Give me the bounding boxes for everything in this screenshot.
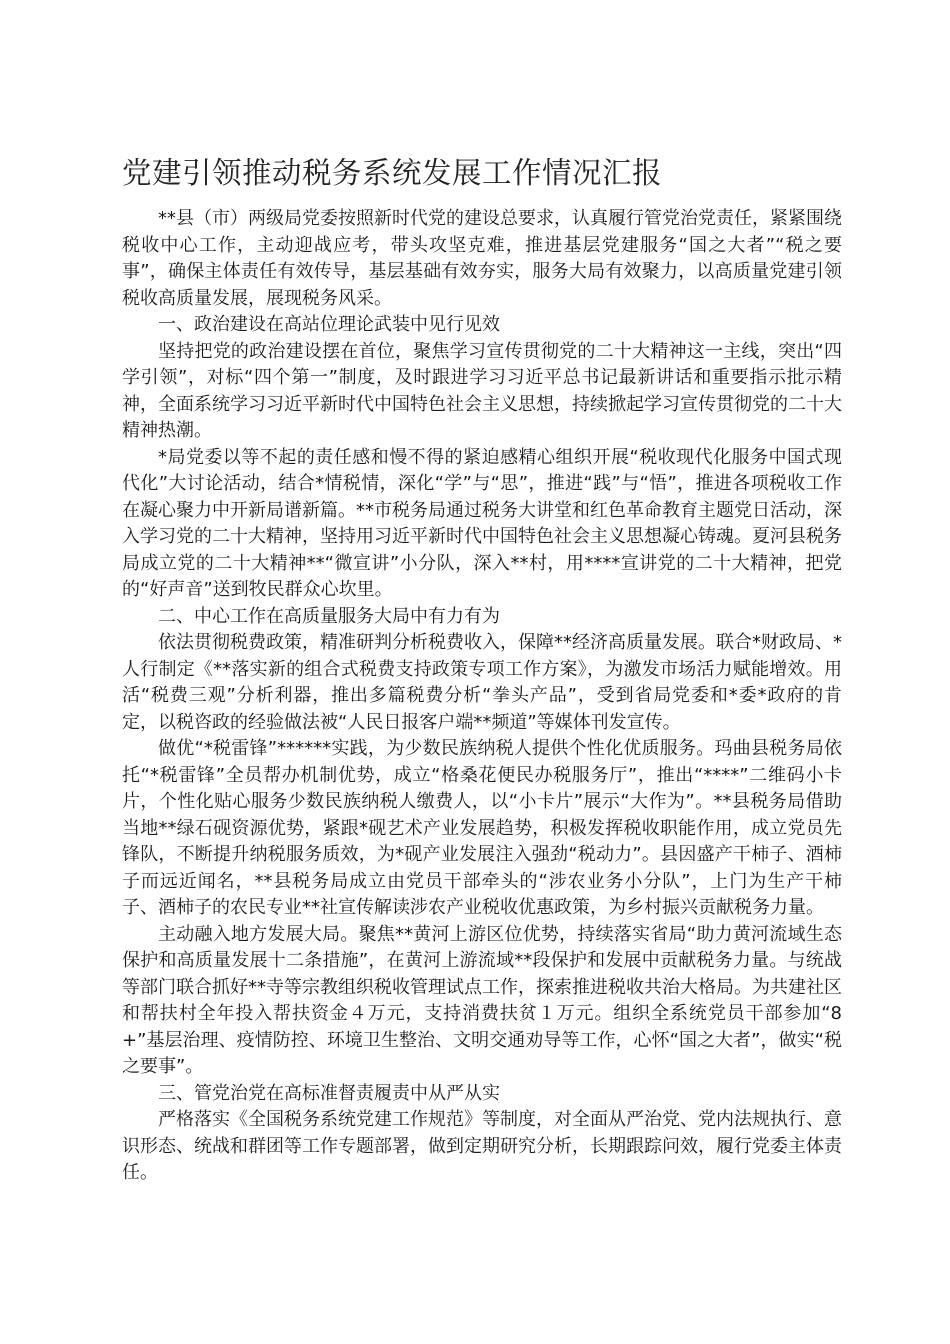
section-heading-1: 一、政治建设在高站位理论武装中见行见效: [158, 314, 500, 335]
section-2-paragraph-3: 主动融入地方发展大局。聚焦**黄河上游区位优势，持续落实省局“助力黄河流域生态保护和高质量发展十二条措施”，在黄河上游流域**段保护和发展中贡献税务力量。与统战等部门联合抓好**寺等宗教组织税收管理试点工作，探索推进税收共治大格局。为共建社区和帮扶村全年投入帮扶资金４万元，支持消费扶贫１万元。组织全系统党员干部参加“8+”基层治理、疫情防控、环境卫生整治、文明交通劝导等工作，心怀“国之大者”，做实“税之要事”。: [122, 923, 842, 1077]
section-3-paragraph-1: 严格落实《全国税务系统党建工作规范》等制度，对全面从严治党、党内法规执行、意识形态、统战和群团等工作专题部署，做到定期研究分析，长期跟踪问效，履行党委主体责任。: [122, 1109, 842, 1183]
document-title: 党建引领推动税务系统发展工作情况汇报: [122, 156, 663, 190]
section-1-paragraph-1: 坚持把党的政治建设摆在首位，聚焦学习宣传贯彻党的二十大精神这一主线，突出“四学引领”，对标“四个第一”制度，及时跟进学习习近平总书记最新讲话和重要指示批示精神，全面系统学习习近平新时代中国特色社会主义思想，持续掀起学习宣传贯彻党的二十大精神热潮。: [122, 340, 842, 441]
section-heading-3: 三、管党治党在高标准督责履责中从严从实: [158, 1082, 500, 1104]
section-2-paragraph-2: 做优“*税雷锋”******实践，为少数民族纳税人提供个性化优质服务。玛曲县税务局依托“*税雷锋”全员帮办机制优势，成立“格桑花便民办税服务厅”，推出“****”二维码小卡片，个性化贴心服务少数民族纳税人缴费人，以“小卡片”展示“大作为”。**县税务局借助当地**绿石砚资源优势，紧跟*砚艺术产业发展趋势，积极发挥税收职能作用，成立党员先锋队，不断提升纳税服务质效，为*砚产业发展注入强劲“税动力”。县因盛产干柿子、酒柿子而远近闻名，**县税务局成立由党员干部牵头的“涉农业务小分队”，上门为生产干柿子、酒柿子的农民专业**社宣传解读涉农产业税收优惠政策，为乡村振兴贡献税务力量。: [122, 738, 843, 918]
document-page: [122, 150, 842, 1187]
intro-paragraph: **县（市）两级局党委按照新时代党的建设总要求，认真履行管党治党责任，紧紧围绕税收中心工作，主动迎战应考，带头攻坚克难，推进基层党建服务“国之大者”“税之要事”，确保主体责任有效传导，基层基础有效夯实，服务大局有效聚力，以高质量党建引领税收高质量发展，展现税务风采。: [122, 208, 842, 309]
section-heading-2: 二、中心工作在高质量服务大局中有力有为: [158, 605, 500, 627]
section-2-paragraph-1: 依法贯彻税费政策，精准研判分析税费收入，保障**经济高质量发展。联合*财政局、*人行制定《**落实新的组合式税费支持政策专项工作方案》，为激发市场活力赋能增效。用活“税费三观”分析利器，推出多篇税费分析“拳头产品”，受到省局党委和*委*政府的肯定，以税咨政的经验做法被“人民日报客户端**频道”等媒体刊发宣传。: [122, 632, 842, 733]
section-1-paragraph-2: *局党委以等不起的责任感和慢不得的紧迫感精心组织开展“税收现代化服务中国式现代化”大讨论活动，结合*情税情，深化“学”与“思”，推进“践”与“悟”，推进各项税收工作在凝心聚力中开新局谱新篇。**市税务局通过税务大讲堂和红色革命教育主题党日活动，深入学习党的二十大精神，坚持用习近平新时代中国特色社会主义思想凝心铸魂。夏河县税务局成立党的二十大精神**“微宣讲”小分队，深入**村，用****宣讲党的二十大精神，把党的“好声音”送到牧民群众心坎里。: [122, 446, 842, 600]
